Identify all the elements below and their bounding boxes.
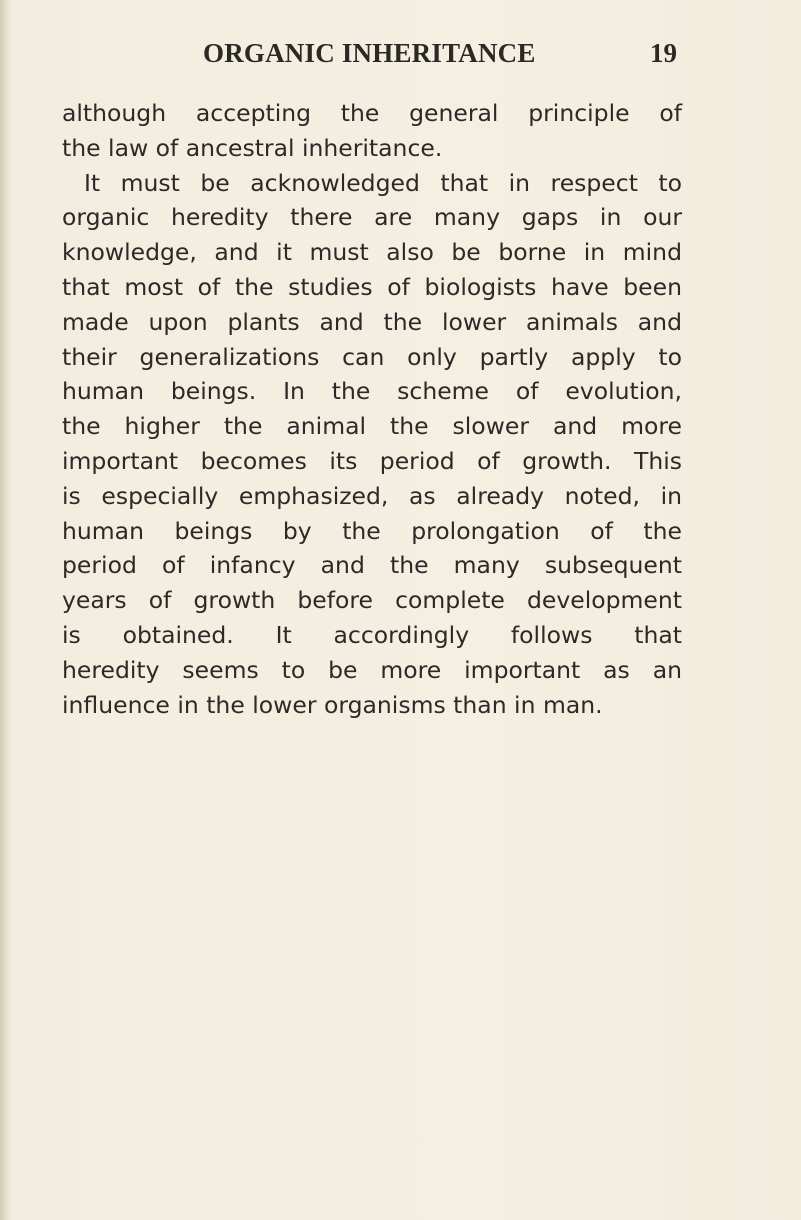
text-line: important becomes its period of growth. This [62,446,682,475]
paragraph-1 [62,96,682,166]
text-line: that most of the studies of biologists have been [62,272,682,301]
paragraph-2 [62,166,682,723]
text-line: heredity seems to be more important as an [62,655,682,684]
text-line: influence in the lower organisms than in man. [62,690,603,719]
page-number: 19 [650,38,677,68]
text-line: the law of ancestral inheritance. [62,133,443,162]
running-head: ORGANIC INHERITANCE [203,38,536,68]
text-line: human beings by the prolongation of the [62,516,682,545]
text-line: organic heredity there are many gaps in our [62,203,682,232]
text-line: made upon plants and the lower animals and [62,307,682,336]
text-line: although accepting the general principle of [62,99,682,127]
text-line: period of infancy and the many subsequent [62,551,682,580]
body-text [62,96,682,722]
text-line: It must be acknowledged that in respect to [84,168,682,197]
text-line: is obtained. It accordingly follows that [62,620,682,649]
page-gutter-shadow [0,0,10,1220]
text-line: human beings. In the scheme of evolution, [62,377,682,406]
text-line: their generalizations can only partly apply to [62,342,682,371]
text-line: years of growth before complete development [62,586,682,615]
page-header [0,38,801,78]
text-line: the higher the animal the slower and more [62,412,682,441]
text-line: is especially emphasized, as already noted, in [62,481,682,510]
text-line: knowledge, and it must also be borne in mind [62,238,682,267]
